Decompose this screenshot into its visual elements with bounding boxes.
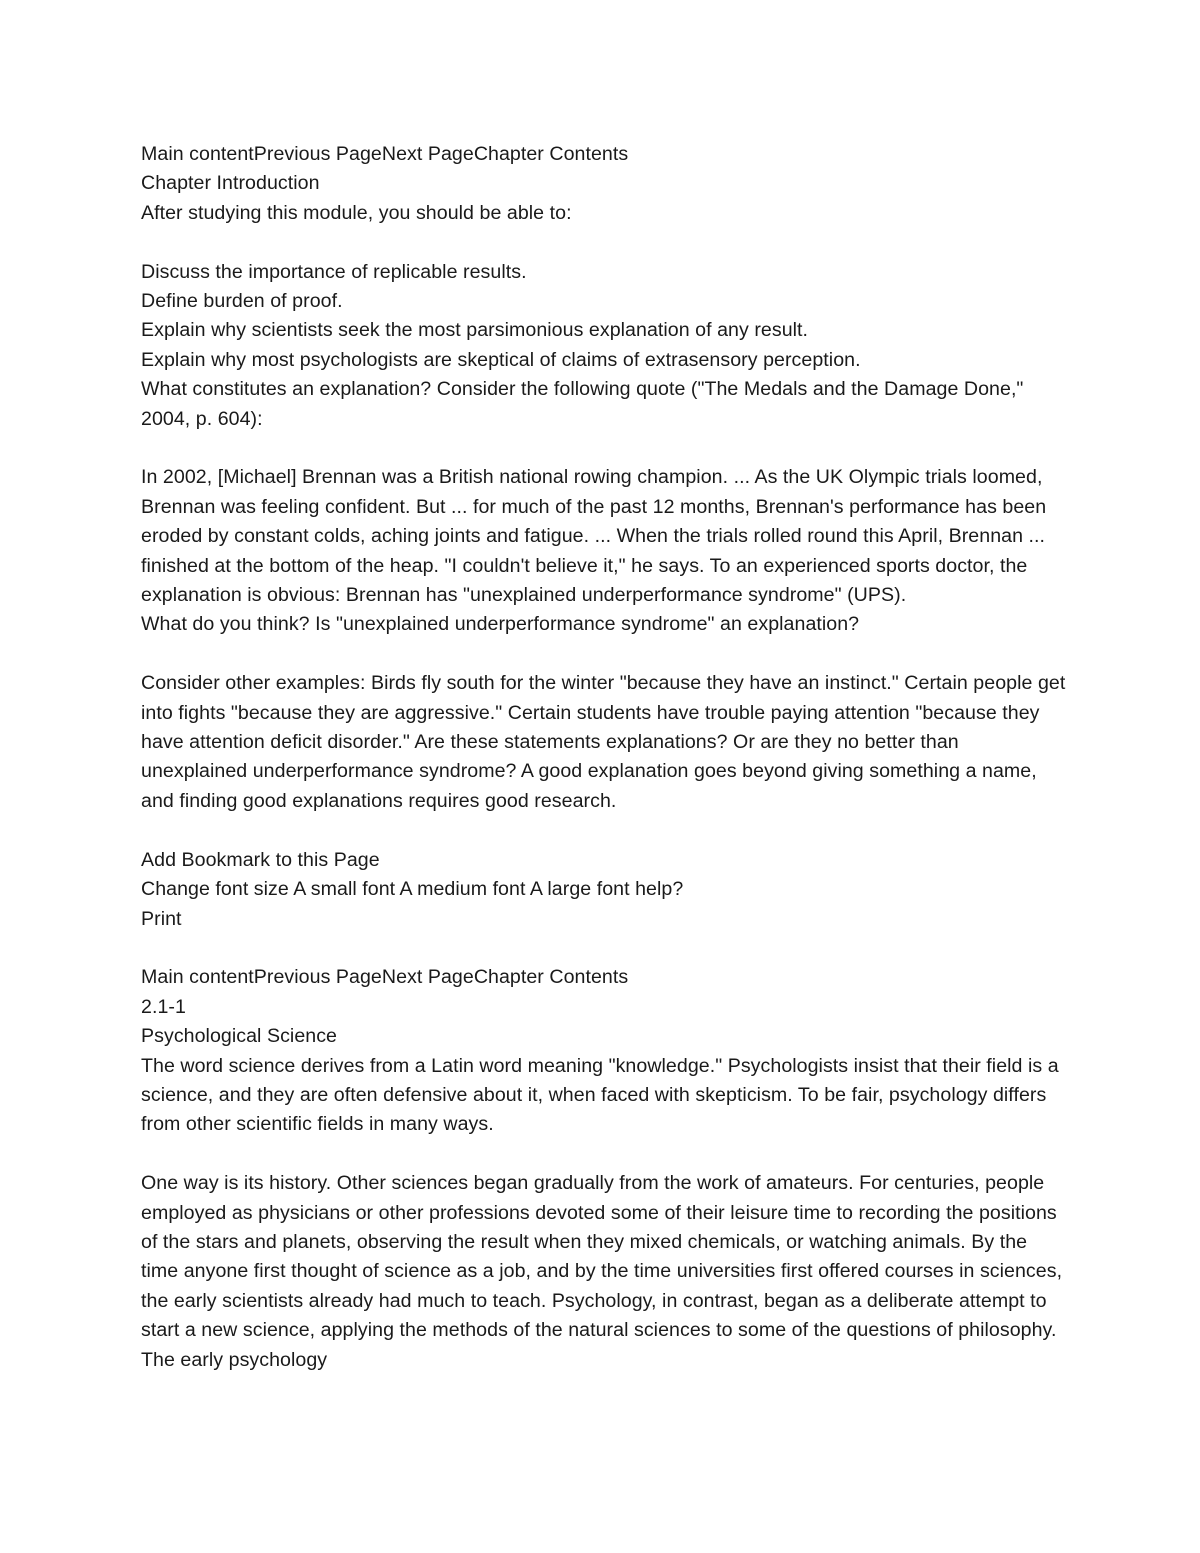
blank-line [141, 434, 1066, 463]
blank-line [141, 816, 1066, 845]
nav-links-bottom[interactable]: Main contentPrevious PageNext PageChapter Contents [141, 966, 629, 989]
objective-item: Explain why scientists seek the most parsimonious explanation of any result. [141, 319, 809, 342]
blank-line [141, 1140, 1066, 1169]
objective-item: Discuss the importance of replicable results. [141, 260, 527, 283]
blank-line [141, 934, 1066, 963]
question-paragraph: What constitutes an explanation? Consider the following quote ("The Medals and the Damage Done," 2004, p. 604): [141, 378, 1024, 430]
section-paragraph: One way is its history. Other sciences began gradually from the work of amateurs. For centuries, people employed as physicians or other professions devoted some of their leisure time to recording the positions of the stars and planets, observing the result when they mixed chemicals, or watching animals. By the time anyone first thought of science as a job, and by the time universities first offered courses in sciences, the early scientists already had much to teach. Psychology, in contrast, began as a deliberate attempt to start a new science, applying the methods of the natural sciences to some of the questions of philosophy. The early psychology [141, 1172, 1063, 1371]
section-title: Psychological Science [141, 1025, 338, 1048]
font-size-controls[interactable]: Change font size A small font A medium font A large font help? [141, 878, 684, 901]
objectives-intro: After studying this module, you should be able to: [141, 201, 572, 224]
print-link[interactable]: Print [141, 907, 182, 930]
objective-item: Define burden of proof. [141, 290, 343, 313]
chapter-introduction-heading: Chapter Introduction [141, 172, 320, 195]
nav-links-top[interactable]: Main contentPrevious PageNext PageChapter Contents [141, 143, 629, 165]
blank-line [141, 640, 1066, 669]
what-do-you-think: What do you think? Is "unexplained underperformance syndrome" an explanation? [141, 613, 860, 636]
objective-item: Explain why most psychologists are skeptical of claims of extrasensory perception. [141, 348, 861, 371]
quote-paragraph: In 2002, [Michael] Brennan was a British national rowing champion. ... As the UK Olympic trials loomed, Brennan was feeling confident. But ... for much of the past 12 months, Brennan's performance has been eroded by constant colds, aching joints and fatigue. ... When the trials rolled round this April, Brennan ... finished at the bottom of the heap. "I couldn't believe it," he says. To an experienced sports doctor, the explanation is obvious: Brennan has "unexplained underperformance syndrome" (UPS). [141, 466, 1047, 607]
add-bookmark-link[interactable]: Add Bookmark to this Page [141, 848, 380, 871]
document-page [141, 140, 1066, 1375]
section-paragraph: The word science derives from a Latin word meaning "knowledge." Psychologists insist that their field is a science, and they are often defensive about it, when faced with skepticism. To be fair, psychology differs from other scientific fields in many ways. [141, 1054, 1059, 1136]
blank-line [141, 228, 1066, 257]
section-number: 2.1-1 [141, 995, 186, 1018]
other-examples-paragraph: Consider other examples: Birds fly south for the winter "because they have an instinct." Certain people get into fights "because they are aggressive." Certain students have trouble paying attention "because they have attention deficit disorder." Are these statements explanations? Or are they no better than unexplained underperformance syndrome? A good explanation goes beyond giving something a name, and finding good explanations requires good research. [141, 672, 1066, 812]
